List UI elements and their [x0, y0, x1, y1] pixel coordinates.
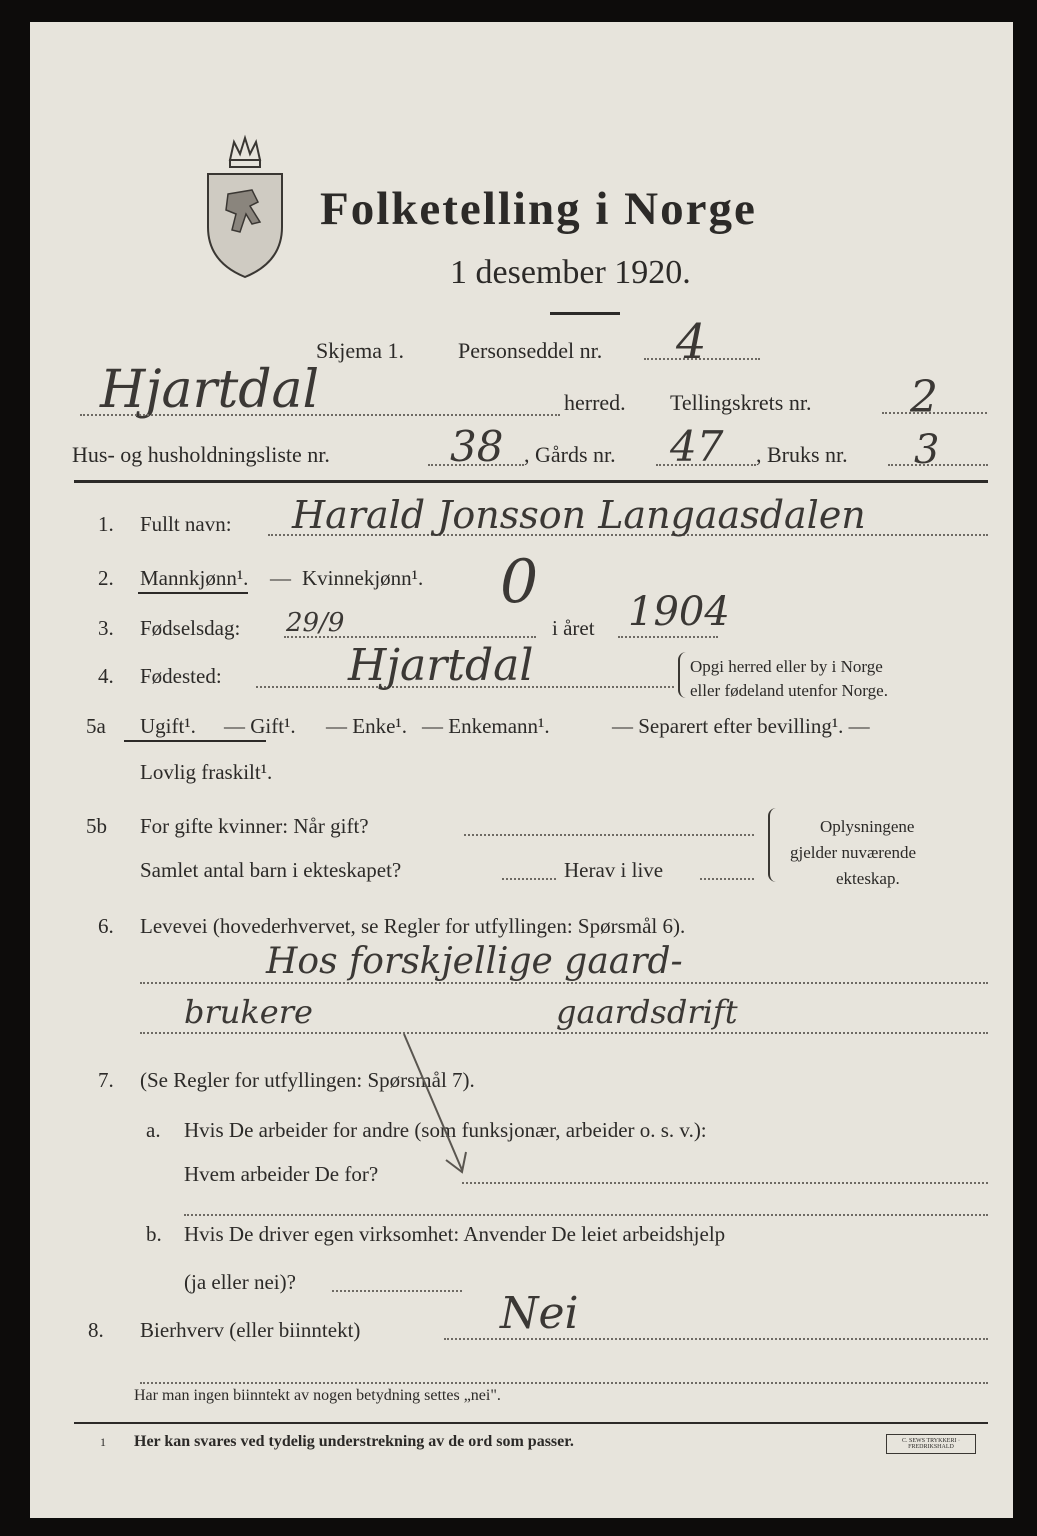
q6-occupation-line1[interactable]: Hos forskjellige gaard-: [266, 941, 683, 982]
q5b-note-line3: ekteskap.: [836, 869, 900, 888]
q8-label: Bierhverv (eller biinntekt): [140, 1318, 361, 1342]
form-title: Folketelling i Norge: [320, 183, 757, 235]
q5a-number: 5a: [86, 714, 106, 738]
skjema-label: Skjema 1.: [316, 338, 404, 363]
q7a-question: Hvem arbeider De for?: [184, 1162, 379, 1186]
q3-label: Fødselsdag:: [140, 616, 241, 640]
q5b-brace: [768, 808, 780, 882]
q1-fullname-value[interactable]: Harald Jonsson Langaasdalen: [292, 493, 866, 537]
personseddel-label: Personseddel nr.: [458, 338, 603, 363]
census-form-sheet: [30, 22, 1013, 1518]
q3-number: 3.: [98, 616, 114, 640]
norway-coat-of-arms-icon: [200, 132, 290, 282]
q2-kvinne-option[interactable]: Kvinnekjønn¹.: [302, 566, 424, 590]
q5a-enkemann-option[interactable]: — Enkemann¹.: [422, 714, 550, 738]
footer-line: [140, 1382, 988, 1384]
q7-arrow-mark: [402, 1032, 502, 1192]
q7a-text: Hvis De arbeider for andre (som funksjonær, arbeider o. s. v.):: [184, 1118, 707, 1142]
q6-occupation-line2b[interactable]: gaardsdrift: [556, 993, 738, 1031]
q4-number: 4.: [98, 664, 114, 688]
q7a-letter: a.: [146, 1118, 161, 1142]
q8-number: 8.: [88, 1318, 104, 1342]
q7-label: (Se Regler for utfyllingen: Spørsmål 7).: [140, 1068, 475, 1092]
q4-birthplace-value[interactable]: Hjartdal: [348, 640, 534, 691]
q5a-fraskilt-option[interactable]: Lovlig fraskilt¹.: [140, 760, 273, 784]
herred-label: herred.: [564, 390, 626, 415]
q5b-herav-label: Herav i live: [564, 858, 664, 882]
q5a-enke-option[interactable]: — Enke¹.: [326, 714, 407, 738]
herred-value[interactable]: Hjartdal: [100, 360, 320, 420]
q8-value[interactable]: Nei: [500, 1288, 579, 1339]
q1-label: Fullt navn:: [140, 512, 232, 536]
q6-occupation-line2[interactable]: brukere: [184, 993, 313, 1031]
q7b-letter: b.: [146, 1222, 162, 1246]
personseddel-value[interactable]: 4: [676, 314, 707, 370]
q1-number: 1.: [98, 512, 114, 536]
q7a-line: [462, 1182, 988, 1184]
q7b-question: (ja eller nei)?: [184, 1270, 296, 1294]
printer-stamp: C. SEWS TRYKKERI · FREDRIKSHALD: [886, 1434, 976, 1454]
q2-mark: 0: [500, 547, 539, 617]
footer-note: Har man ingen biinntekt av nogen betydning settes „nei".: [134, 1387, 501, 1404]
gards-label: , Gårds nr.: [524, 442, 616, 467]
q2-mann-underline: [138, 592, 248, 594]
q5a-gift-option[interactable]: — Gift¹.: [224, 714, 296, 738]
tellingskrets-value[interactable]: 2: [910, 372, 938, 423]
footnote-number: 1: [100, 1435, 106, 1449]
q5b-barn-label: Samlet antal barn i ekteskapet?: [140, 858, 402, 882]
q4-note-line1: Opgi herred eller by i Norge: [690, 657, 883, 676]
hus-value[interactable]: 38: [450, 422, 504, 471]
census-date: 1 desember 1920.: [450, 254, 691, 291]
q5b-note-line1: Oplysningene: [820, 817, 915, 836]
q5a-ugift-option[interactable]: Ugift¹.: [140, 714, 196, 738]
bruks-label: , Bruks nr.: [756, 442, 848, 467]
footnote-rule: [74, 1422, 988, 1424]
footnote-text: Her kan svares ved tydelig understrekning av de ord som passer.: [134, 1433, 574, 1450]
q4-label: Fødested:: [140, 664, 222, 688]
header-rule: [74, 480, 988, 483]
q6-line1: [140, 982, 988, 984]
q5b-label: For gifte kvinner: Når gift?: [140, 814, 369, 838]
q6-number: 6.: [98, 914, 114, 938]
q7-number: 7.: [98, 1068, 114, 1092]
q6-line2: [140, 1032, 988, 1034]
q6-label: Levevei (hovederhvervet, se Regler for utfyllingen: Spørsmål 6).: [140, 914, 686, 938]
q7b-text: Hvis De driver egen virksomhet: Anvender De leiet arbeidshjelp: [184, 1222, 726, 1246]
q2-mann-option[interactable]: Mannkjønn¹.: [140, 566, 249, 590]
q3-year-label: i året: [552, 616, 595, 640]
q3-year-value[interactable]: 1904: [628, 589, 730, 635]
title-divider: [550, 312, 620, 315]
q5b-barn-line: [502, 878, 556, 880]
q2-dash: —: [270, 566, 291, 590]
bruks-value[interactable]: 3: [914, 427, 940, 473]
q5b-number: 5b: [86, 814, 107, 838]
q5b-note-line2: gjelder nuværende: [790, 843, 917, 862]
tellingskrets-label: Tellingskrets nr.: [670, 390, 812, 415]
q7b-line: [332, 1290, 462, 1292]
q7-separator: [184, 1214, 988, 1216]
q5a-separert-option[interactable]: — Separert efter bevilling¹. —: [612, 714, 870, 738]
q5b-herav-line: [700, 878, 754, 880]
gards-value[interactable]: 47: [670, 422, 724, 471]
q3-year-line: [618, 636, 718, 638]
q5a-ugift-underline: [124, 740, 266, 742]
q4-note-line2: eller fødeland utenfor Norge.: [690, 681, 888, 700]
q5b-gift-line: [464, 834, 754, 836]
q2-number: 2.: [98, 566, 114, 590]
q4-brace: [678, 652, 690, 698]
hus-label: Hus- og husholdningsliste nr.: [72, 442, 330, 467]
herred-line: [80, 414, 560, 416]
q3-day-value[interactable]: 29/9: [286, 608, 345, 638]
